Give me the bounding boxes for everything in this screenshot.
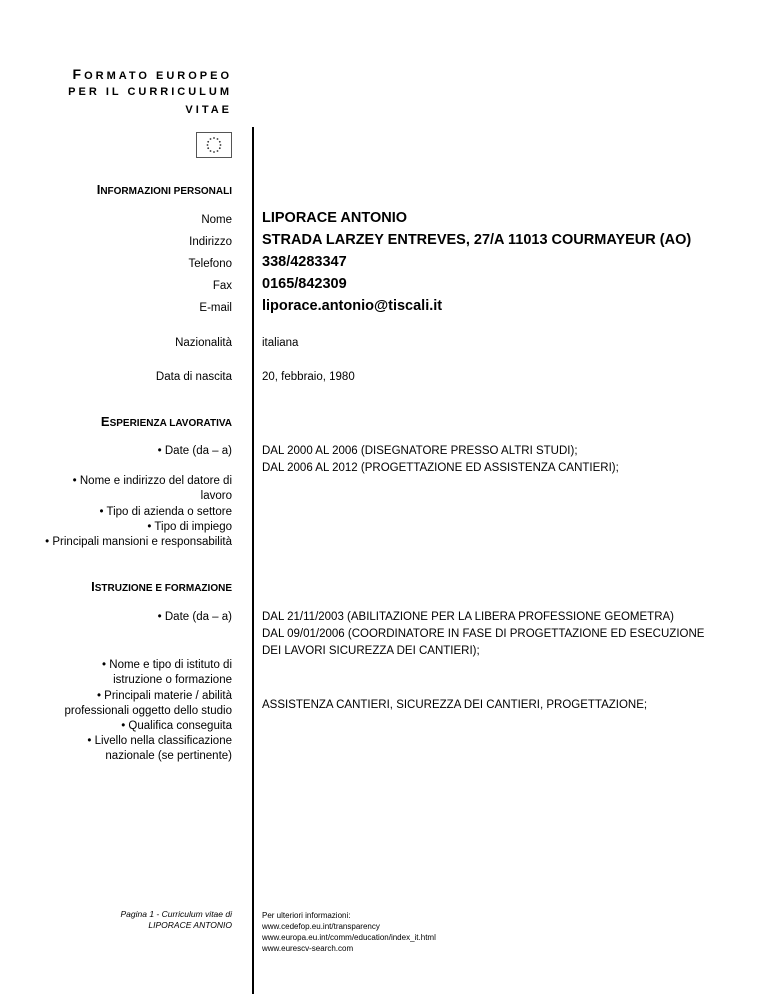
footer-link-europa[interactable]: www.europa.eu.int/comm/education/index_it.html	[262, 933, 436, 942]
label-work-dates: • Date (da – a)	[157, 445, 232, 457]
cv-format-title-line3: VITAE	[185, 104, 232, 116]
label-qualification: • Qualifica conseguita	[121, 720, 232, 732]
value-address: STRADA LARZEY ENTREVES, 27/A 11013 COURMAYEUR (AO)	[262, 232, 692, 248]
label-email: E-mail	[199, 302, 232, 314]
label-institute: • Nome e tipo di istituto di istruzione o formazione	[102, 659, 232, 686]
value-birth-date: 20, febbraio, 1980	[262, 371, 355, 383]
label-address: Indirizzo	[189, 236, 232, 248]
value-edu-dates-2: DAL 09/01/2006 (COORDINATORE IN FASE DI PROGETTAZIONE ED ESECUZIONE	[262, 628, 705, 640]
value-subjects: ASSISTENZA CANTIERI, SICUREZZA DEI CANTIERI, PROGETTAZIONE;	[262, 699, 648, 711]
label-fax: Fax	[212, 280, 232, 292]
label-level: • Livello nella classificazione nazionale (se pertinente)	[87, 735, 232, 762]
label-subjects: • Principali materie / abilità professionali oggetto dello studio	[64, 690, 232, 717]
label-employer: • Nome e indirizzo del datore di lavoro	[72, 475, 232, 502]
footer-page-info-2: LIPORACE ANTONIO	[148, 920, 232, 930]
value-fax: 0165/842309	[262, 276, 347, 292]
section-title-personal: INFORMAZIONI PERSONALI	[96, 182, 232, 197]
footer-link-cedefop[interactable]: www.cedefop.eu.int/transparency	[262, 922, 380, 931]
label-phone: Telefono	[188, 258, 232, 270]
cv-format-title-line2: PER IL CURRICULUM	[68, 86, 232, 98]
eu-flag-icon	[196, 132, 232, 158]
label-name: Nome	[201, 214, 232, 226]
cv-format-title-line1: FORMATO EUROPEO	[72, 66, 232, 82]
value-phone: 338/4283347	[262, 254, 347, 270]
label-sector: • Tipo di azienda o settore	[99, 506, 232, 518]
label-job-type: • Tipo di impiego	[147, 521, 232, 533]
value-name: LIPORACE ANTONIO	[262, 210, 408, 226]
label-birth-date: Data di nascita	[155, 371, 232, 383]
footer-page-info-1: Pagina 1 - Curriculum vitae di	[120, 909, 232, 919]
value-edu-dates-3: DEI LAVORI SICUREZZA DEI CANTIERI);	[262, 645, 480, 657]
label-nationality: Nazionalità	[175, 337, 232, 349]
label-duties: • Principali mansioni e responsabilità	[45, 536, 232, 548]
value-nationality: italiana	[262, 337, 299, 349]
label-edu-dates: • Date (da – a)	[157, 611, 232, 623]
section-title-work: ESPERIENZA LAVORATIVA	[100, 414, 232, 429]
footer-info-heading: Per ulteriori informazioni:	[262, 911, 351, 920]
value-email: liporace.antonio@tiscali.it	[262, 298, 443, 314]
column-divider	[252, 127, 254, 994]
value-edu-dates-1: DAL 21/11/2003 (ABILITAZIONE PER LA LIBERA PROFESSIONE GEOMETRA)	[262, 611, 675, 623]
value-work-dates-1: DAL 2000 AL 2006 (DISEGNATORE PRESSO ALTRI STUDI);	[262, 445, 578, 457]
section-title-education: ISTRUZIONE E FORMAZIONE	[91, 579, 232, 594]
footer-link-eurescv[interactable]: www.eurescv-search.com	[262, 944, 354, 953]
value-work-dates-2: DAL 2006 AL 2012 (PROGETTAZIONE ED ASSISTENZA CANTIERI);	[262, 462, 619, 474]
